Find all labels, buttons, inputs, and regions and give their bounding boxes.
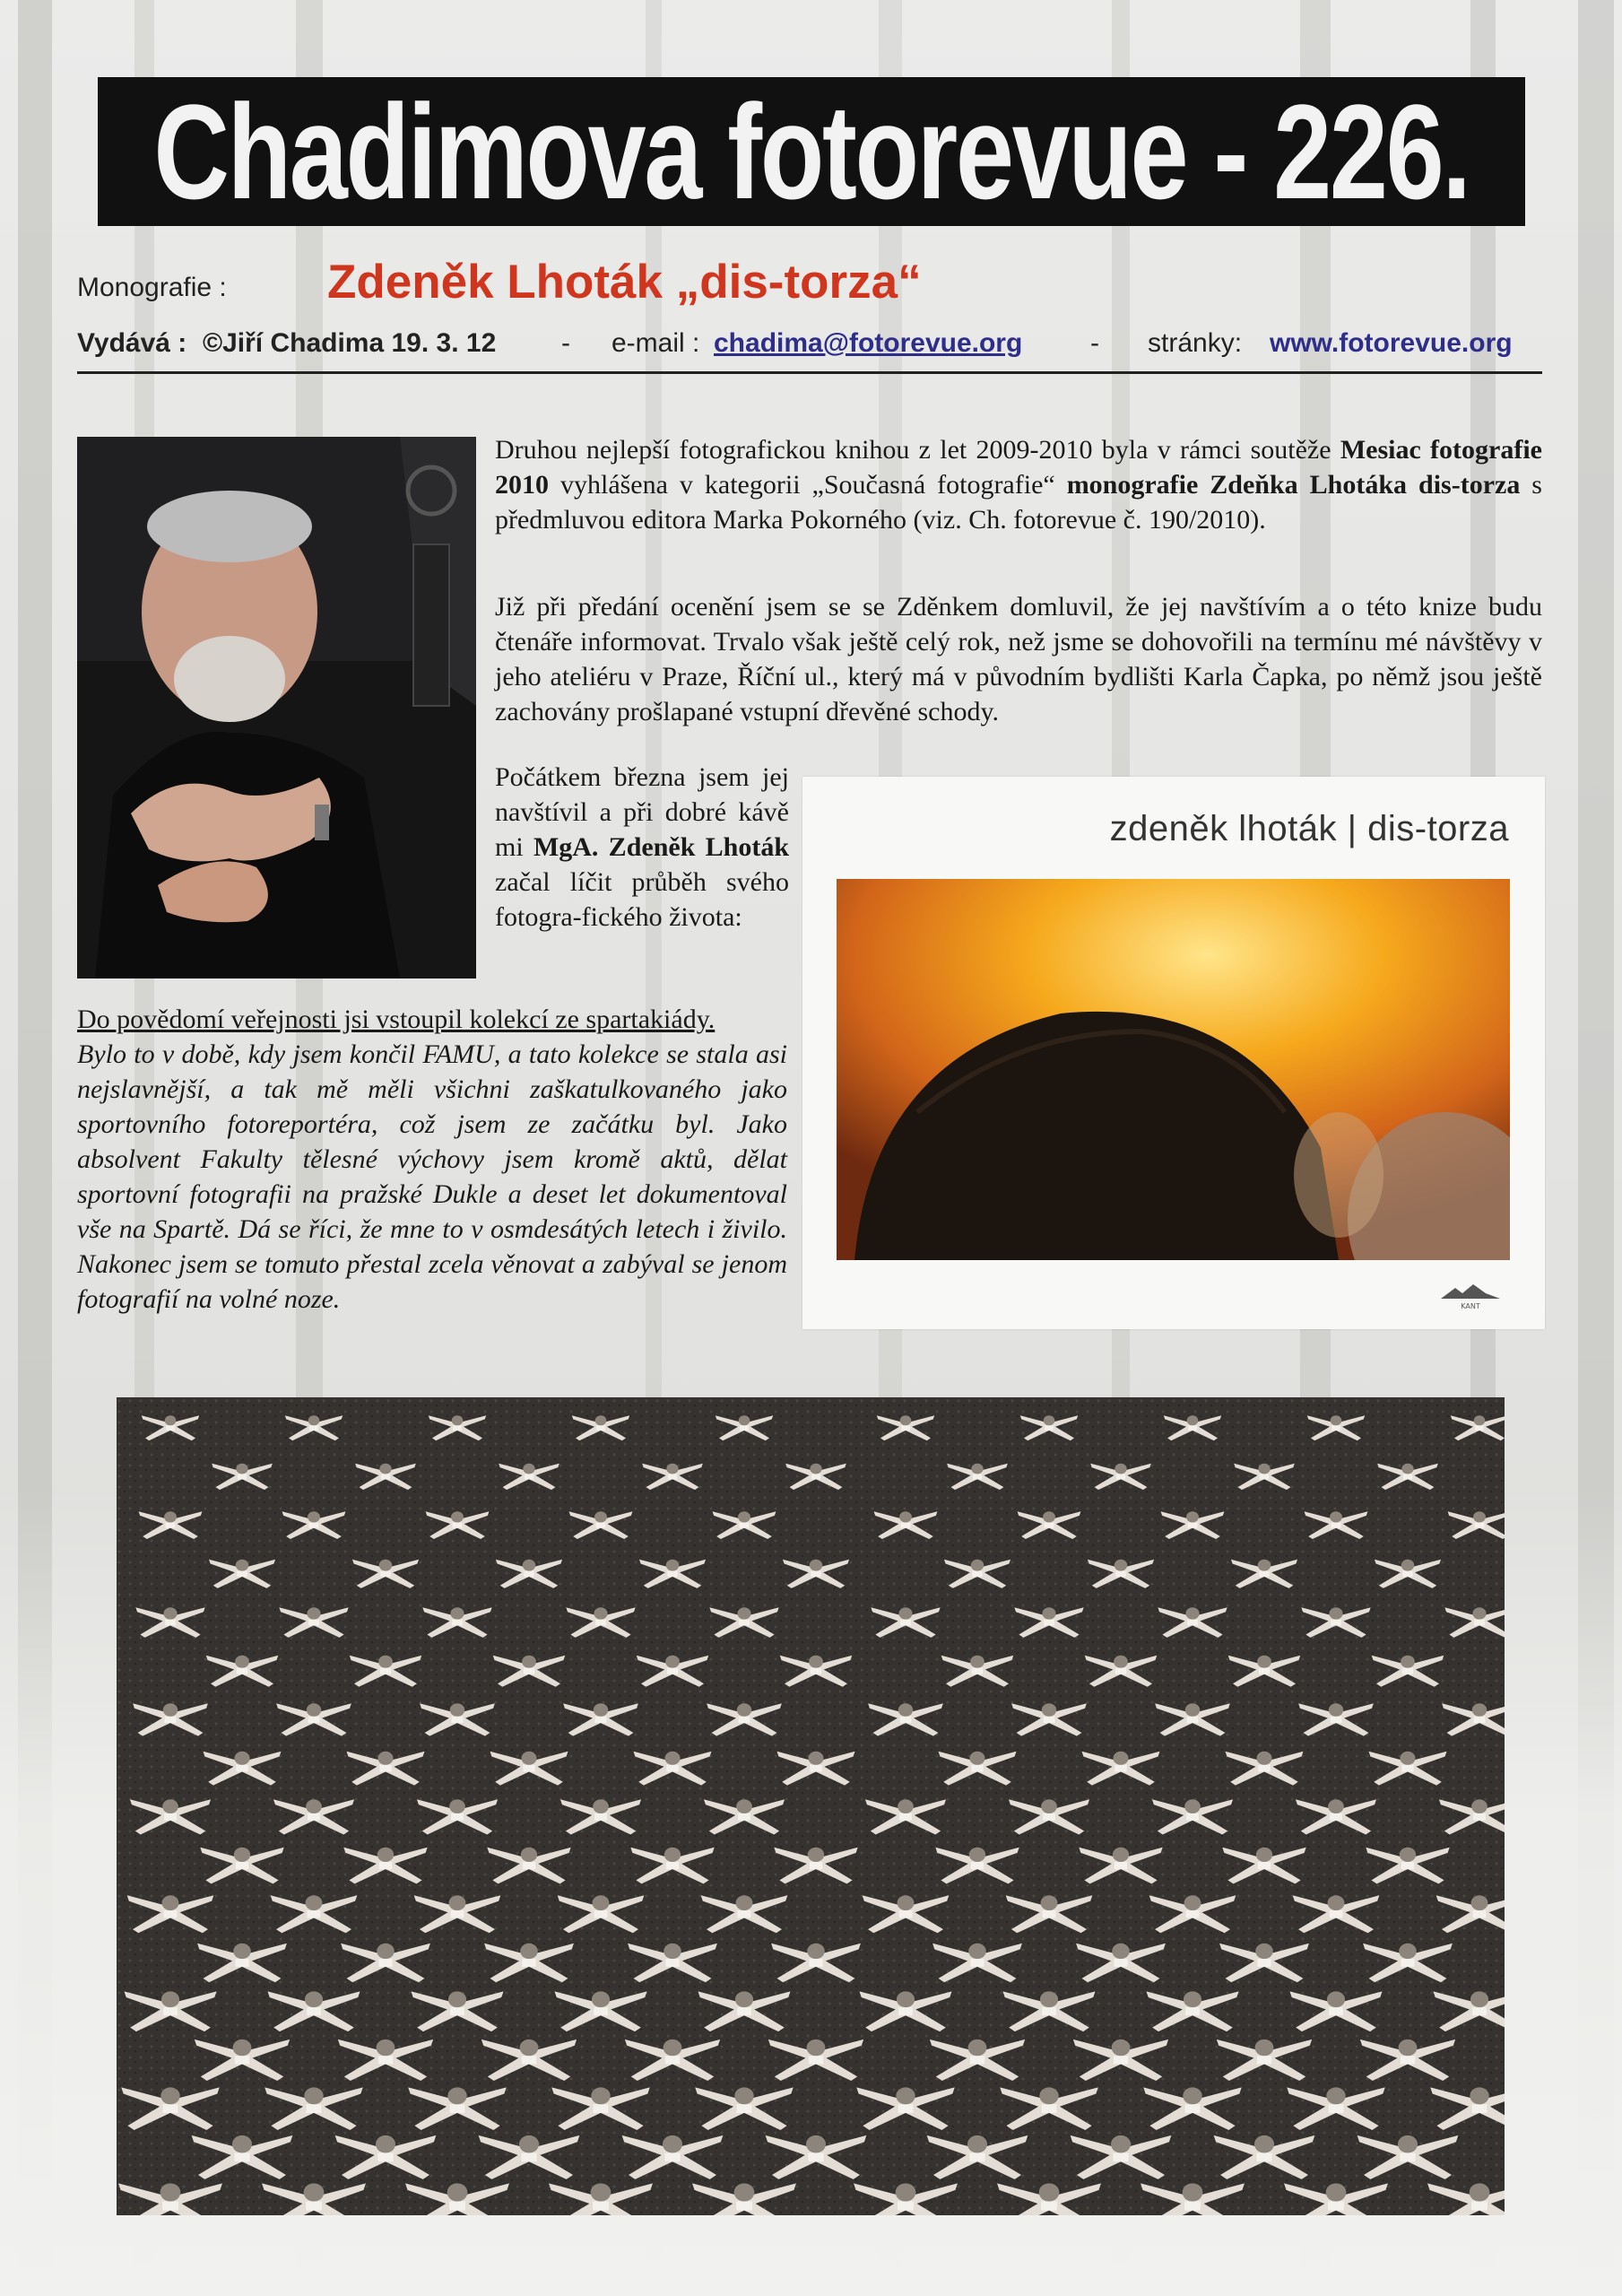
monografie-title: Zdeněk Lhoták „dis-torza“	[327, 256, 922, 309]
book-title: zdeněk lhoták | dis-torza	[1109, 809, 1509, 848]
spartakiada-photo	[117, 1397, 1505, 2215]
p3-text-c: začal líčit průběh svého fotogra-fického života:	[495, 867, 789, 932]
p1-bold-d: monografie Zdeňka Lhotáka dis-torza	[1066, 470, 1521, 500]
publisher-name-date: ©Jiří Chadima 19. 3. 12	[203, 328, 497, 358]
email-label: e-mail :	[612, 328, 700, 358]
interview-question: Do povědomí veřejnosti jsi vstoupil kolekcí ze spartakiády.	[77, 1004, 716, 1034]
article-paragraph-3	[495, 760, 789, 935]
p3-text-a: Počátkem března jsem jej navštívil a při dobré kávě mi	[495, 762, 789, 862]
page-title: Chadimova fotorevue - 226.	[153, 76, 1470, 227]
p1-text-a: Druhou nejlepší fotografickou knihou z let 2009-2010 byla v rámci soutěže	[495, 435, 1340, 465]
publisher-row	[77, 328, 1530, 364]
book-cover	[802, 777, 1545, 1329]
website-link[interactable]: www.fotorevue.org	[1270, 328, 1513, 358]
p1-bold-b: Mesiac fotografie 2010	[495, 435, 1542, 500]
p1-text-e: s předmluvou editora Marka Pokorného (viz. Ch. fotorevue č. 190/2010).	[495, 470, 1542, 535]
portrait-photo	[77, 437, 476, 978]
interview-answer: Bylo to v době, kdy jsem končil FAMU, a tato kolekce se stala asi nejslavnější, a tak mě měli všichni zaškatulkovaného jako sportovního fotoreportéra, což jsem ze začátku byl. Jako absolvent Fakulty tělesné výchovy jsem kromě aktů, dělat sportovní fotografii na pražské Dukle a deset let dokumentoval vše na Spartě. Dá se říci, že mne to v osmdesátých letech i živilo. Nakonec jsem se tomuto přestal zcela věnovat a zabýval se jenom fotografií na volné noze.	[77, 1039, 787, 1314]
separator-dash-2: -	[1090, 328, 1099, 358]
article-paragraph-2	[495, 589, 1542, 729]
email-link[interactable]: chadima@fotorevue.org	[714, 328, 1023, 358]
header-banner	[98, 77, 1525, 226]
article-paragraph-1	[495, 432, 1542, 537]
vydava-label: Vydává :	[77, 328, 187, 358]
p1-text-c: vyhlášena v kategorii „Současná fotografie“	[549, 470, 1067, 500]
p2-text: Již při předání ocenění jsem se se Zděnkem domluvil, že jej navštívím a o této knize budu čtenáře informovat. Trvalo však ještě celý rok, než jsme se dohovořili na termínu mé návštěvy v jeho ateliéru v Praze, Říční ul., který má v původním bydlišti Karla Čapka, po němž jsou ještě zachovány prošlapané vstupní dřevěné schody.	[495, 592, 1542, 726]
header-divider	[77, 371, 1542, 374]
publisher-logo-text: KANT	[1461, 1302, 1480, 1309]
monografie-label: Monografie :	[77, 273, 227, 302]
book-cover-photo	[837, 879, 1510, 1260]
separator-dash: -	[561, 328, 570, 358]
p3-bold-b: MgA. Zdeněk Lhoták	[533, 832, 790, 862]
publisher-logo	[1439, 1283, 1502, 1309]
stranky-label: stránky:	[1148, 328, 1243, 358]
interview-paragraph	[77, 1002, 787, 1317]
